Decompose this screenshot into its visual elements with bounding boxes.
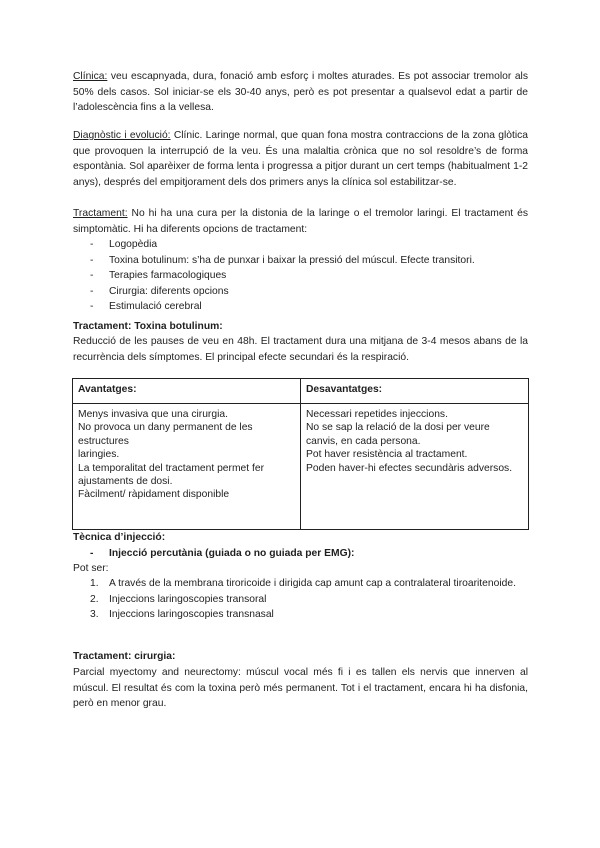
advantage-item: No provoca un dany permanent de les estructures <box>78 422 253 447</box>
toxina-paragraph: Reducció de les pauses de veu en 48h. El tractament dura una mitjana de 3-4 mesos abans de la recurrència dels símptomes. El principal efecte secundari és la respiració. <box>73 336 528 363</box>
list-item <box>73 576 528 592</box>
list-item <box>73 607 528 623</box>
clinica-text: veu escapnyada, dura, fonació amb esforç i moltes aturades. Es pot associar tremolor als 50% dels casos. Sol iniciar-se els 30-40 anys, però es pot presentar a qualsevol edat a partir de l’adolescència fins a la vellesa. <box>73 71 528 114</box>
advantages-cell <box>73 404 301 530</box>
step-text: Injeccions laringoscopies transoral <box>109 593 267 605</box>
list-item: - Logopèdia <box>73 237 528 253</box>
disadvantage-item: Poden haver-hi efectes secundàris adversos. <box>306 462 513 474</box>
clinica-label: Clínica: <box>73 71 108 82</box>
clinica-paragraph <box>73 69 528 116</box>
diagnostic-label: Diagnòstic i evolució: <box>73 130 171 141</box>
cirurgia-heading: Tractament: cirurgia: <box>73 651 176 662</box>
advantage-item: laringies. <box>78 449 120 461</box>
list-item: - Toxina botulinum: s’ha de punxar i baixar la pressió del múscul. Efecte transitori. <box>73 253 528 269</box>
disadvantage-item: Necessari repetides injeccions. <box>306 409 448 420</box>
injection-steps-list <box>73 576 528 623</box>
advantage-item: Menys invasiva que una cirurgia. <box>78 409 228 420</box>
tractament-text: No hi ha una cura per la distonia de la laringe o el tremolor laringi. El tractament és simptomàtic. Hi ha diferents opcions de tractament: <box>73 208 528 235</box>
advantage-item: La temporalitat del tractament permet fer ajustaments de dosi. <box>78 462 265 488</box>
tecnica-heading: Tècnica d’injecció: <box>73 532 166 543</box>
disadvantages-header: Desavantatges: <box>301 379 529 404</box>
step-number: 1. <box>90 578 99 589</box>
treatment-options-list <box>73 237 528 315</box>
list-item: - Injecció percutània (guiada o no guiada per EMG): <box>73 546 528 562</box>
step-text: Injeccions laringoscopies transnasal <box>109 609 274 621</box>
step-number: 2. <box>90 593 99 605</box>
disadvantage-item: No se sap la relació de la dosi per veure canvis, en cada persona. <box>306 422 490 447</box>
pros-cons-table <box>72 378 529 530</box>
toxina-heading: Tractament: Toxina botulinum: <box>73 321 223 332</box>
list-item: - Terapies farmacologiques <box>73 268 528 284</box>
tecnica-subitem-list <box>73 546 528 562</box>
advantages-header: Avantatges: <box>73 379 301 404</box>
diagnostic-paragraph <box>73 128 528 190</box>
tractament-label: Tractament: <box>73 208 128 219</box>
disadvantage-item: Pot haver resistència al tractament. <box>306 449 468 461</box>
disadvantages-cell <box>301 404 529 530</box>
list-item: - Cirurgia: diferents opcions <box>73 284 528 300</box>
cirurgia-paragraph: Parcial myectomy and neurectomy: múscul vocal més fi i es tallen els nervis que innerven al múscul. El resultat és com la toxina però més permanent. Tot i el tractament, encara hi ha disfonia, però en menor grau. <box>73 667 528 710</box>
list-item: - Estimulació cerebral <box>73 299 528 315</box>
diagnostic-text: Clínic. Laringe normal, que quan fona mostra contraccions de la zona glòtica que provoquen la interrupció de la veu. És una malaltia crònica que no sol resoldre’s de forma espontània. Sol aparèixer de forma lenta i progressa a pitjor durant un cert temps (habitualment 1-2 anys), després del empitjorament dels dos primers anys la clínica sol estabilitzar-se. <box>73 130 528 188</box>
potser-label: Pot ser: <box>73 563 109 574</box>
list-item <box>73 592 528 608</box>
advantage-item: Fàcilment/ ràpidament disponible <box>78 489 230 501</box>
tractament-paragraph <box>73 206 528 237</box>
step-number: 3. <box>90 609 99 621</box>
step-text: A través de la membrana tiroricoide i dirigida cap amunt cap a contralateral tiroaritenoide. <box>109 578 516 589</box>
